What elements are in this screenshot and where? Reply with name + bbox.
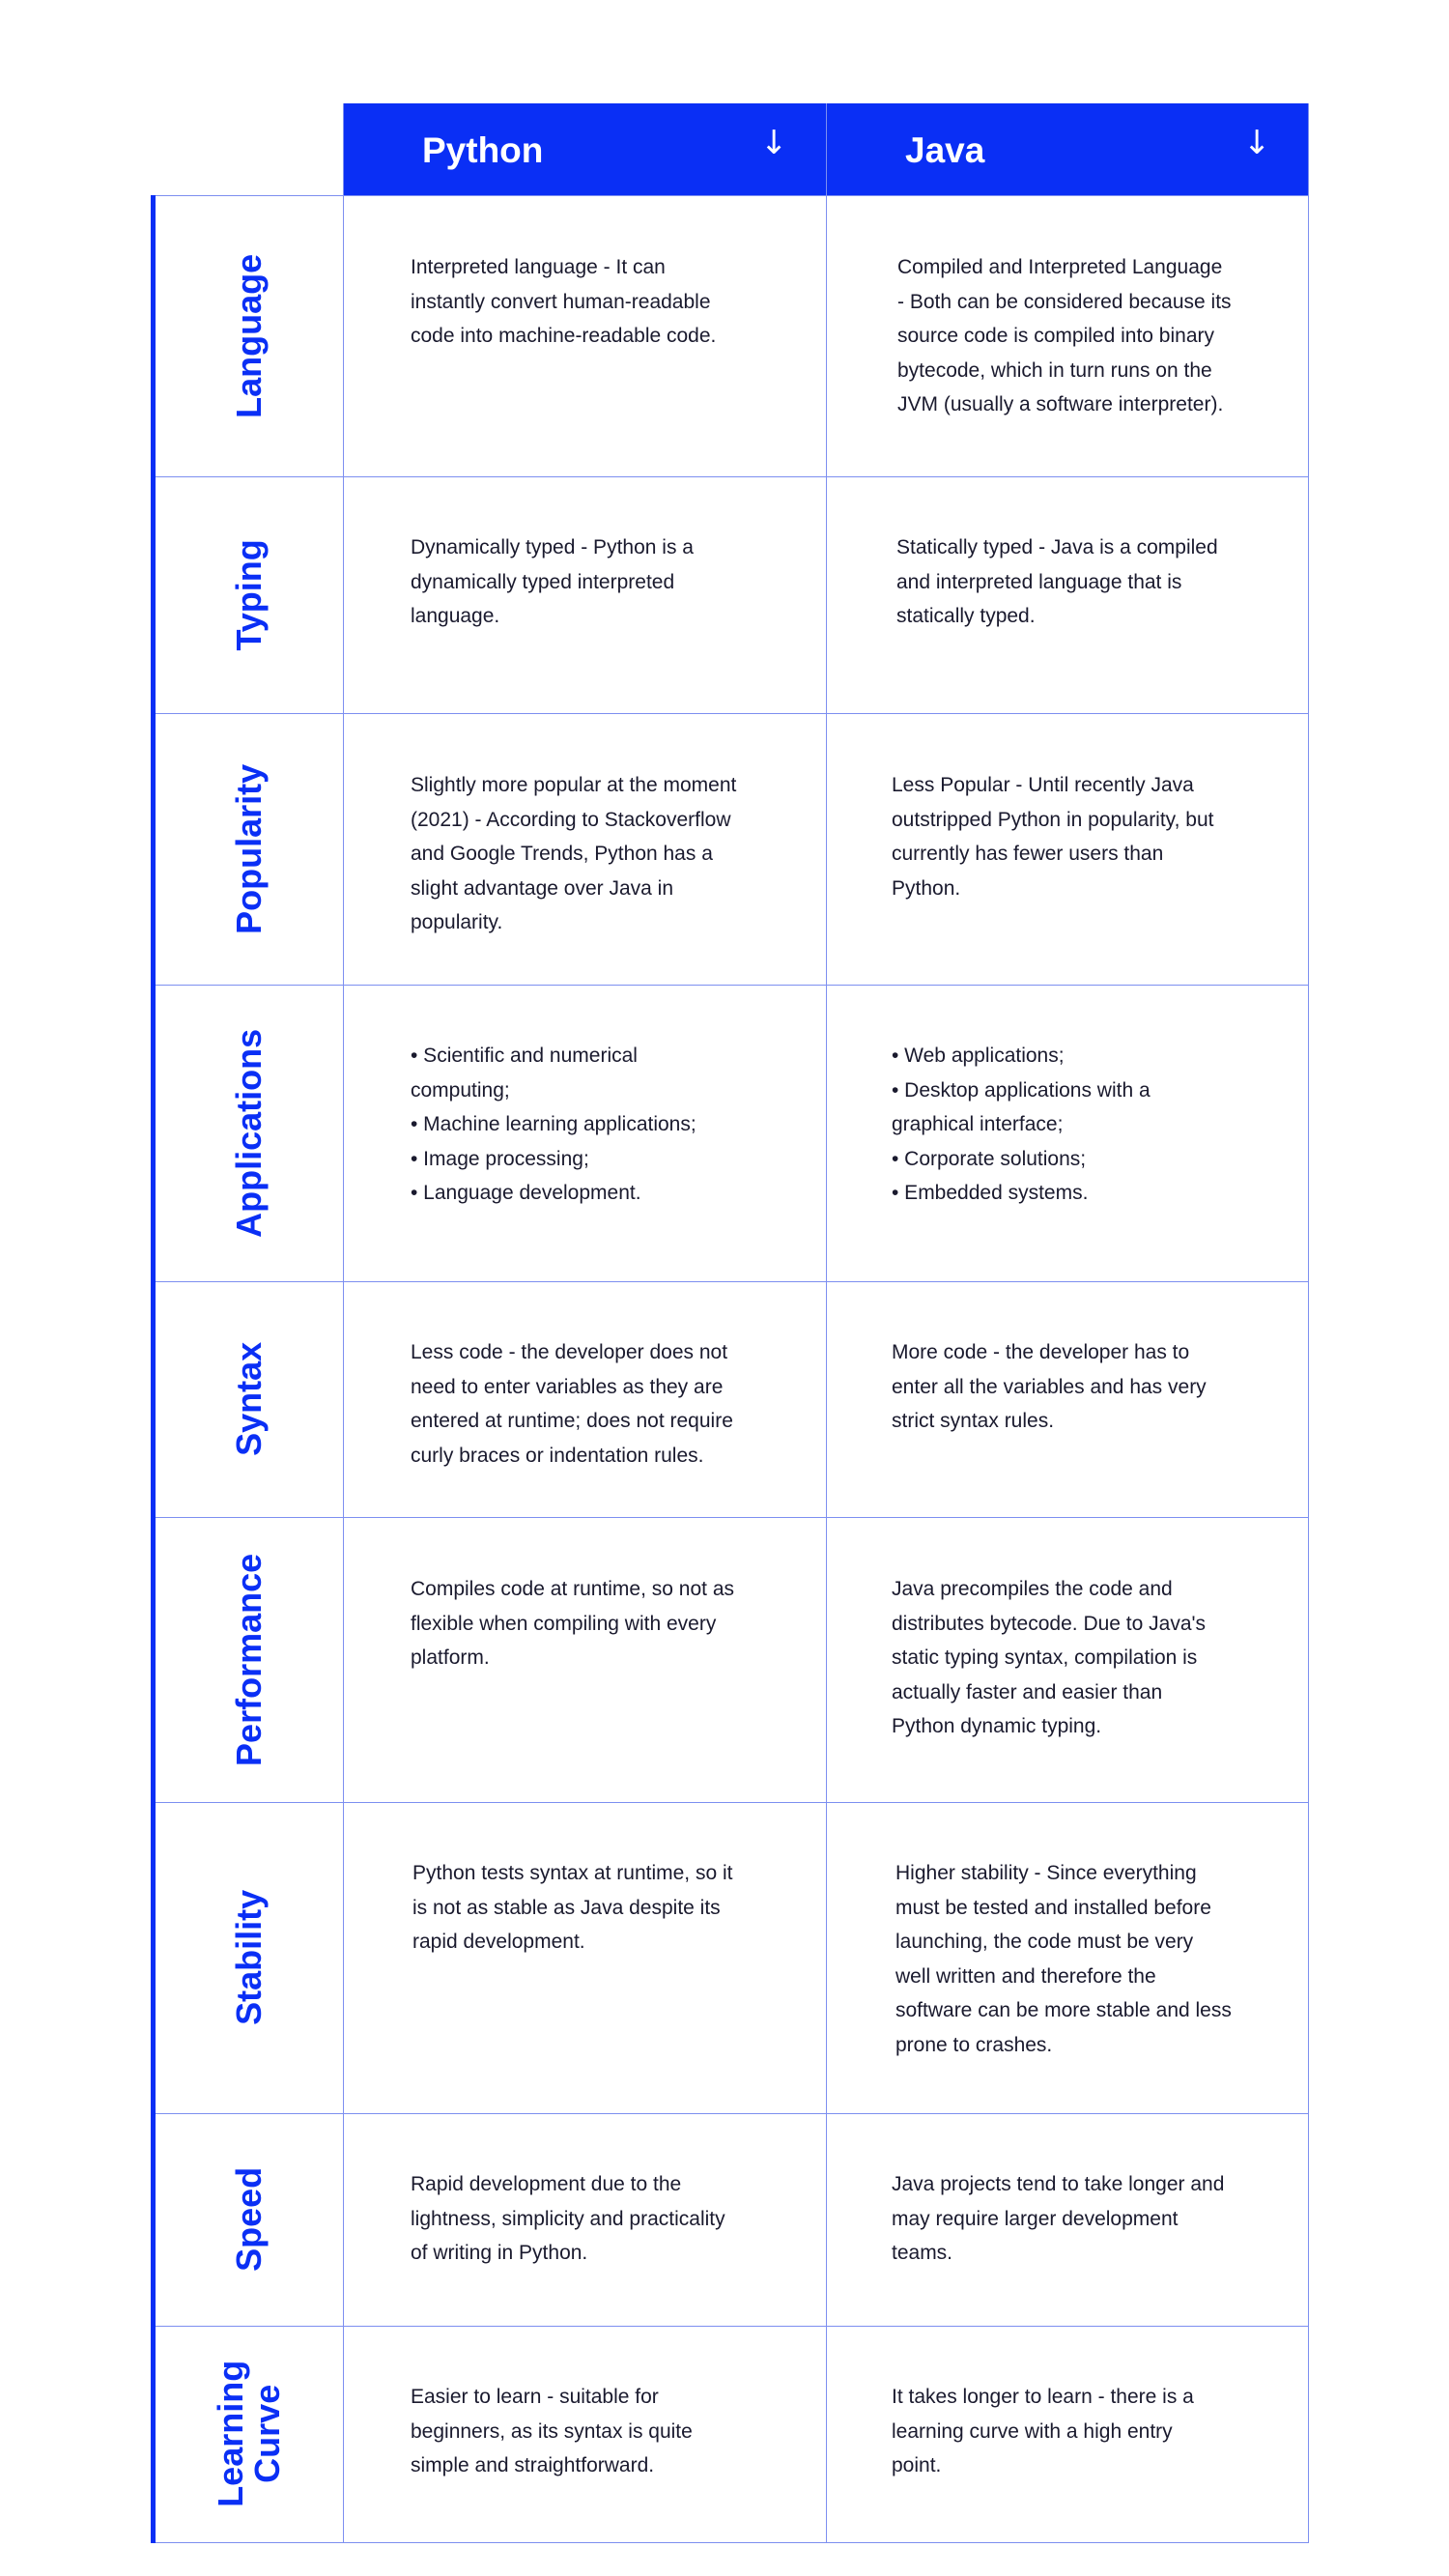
divider (1308, 103, 1309, 2543)
row-label-text: Syntax (229, 1341, 270, 1457)
cell-java-stability: Higher stability - Since everything must be tested and installed before launching, the code must be very well written and therefore the software can be more stable and less prone to crashes. (895, 1862, 1232, 2056)
divider (826, 103, 827, 2543)
row-label-text: Applications (229, 1028, 270, 1238)
arrow-down-icon[interactable]: ↓ (1243, 124, 1271, 162)
row-label-learning-curve (156, 2326, 343, 2542)
column-header-java[interactable] (826, 103, 1308, 195)
row-label-text: Typing (229, 538, 270, 651)
arrow-down-icon[interactable]: ↓ (760, 124, 788, 162)
row-label-text: Speed (229, 2166, 270, 2273)
row-label-language (156, 195, 343, 476)
cell-java-applications: • Web applications; • Desktop applications with a graphical interface; • Corporate solutions; • Embedded systems. (892, 1045, 1151, 1204)
column-header-python[interactable] (343, 103, 826, 195)
cell-java-typing: Statically typed - Java is a compiled and interpreted language that is statically typed. (896, 536, 1218, 627)
row-label-typing (156, 476, 343, 713)
cell-java-popularity: Less Popular - Until recently Java outstripped Python in popularity, but currently has fewer users than Python. (892, 774, 1214, 900)
row-label-performance (156, 1517, 343, 1802)
cell-python-syntax: Less code - the developer does not need to enter variables as they are entered at runtime; does not require curly braces or indentation rules. (411, 1341, 733, 1467)
column-header-label: Java (905, 130, 985, 170)
row-label-text: Language (229, 253, 270, 418)
cell-java-speed: Java projects tend to take longer and may require larger development teams. (892, 2173, 1225, 2264)
column-header-label: Python (422, 130, 544, 170)
cell-python-language: Interpreted language - It can instantly convert human-readable code into machine-readable code. (411, 256, 717, 347)
cell-java-performance: Java precompiles the code and distributes bytecode. Due to Java's static typing syntax, compilation is actually faster and easier than Python dynamic typing. (892, 1578, 1207, 1737)
cell-java-syntax: More code - the developer has to enter all the variables and has very strict syntax rules. (892, 1341, 1207, 1432)
row-label-popularity (156, 713, 343, 985)
cell-java-learning-curve: It takes longer to learn - there is a learning curve with a high entry point. (892, 2386, 1194, 2476)
cell-python-learning-curve: Easier to learn - suitable for beginners, as its syntax is quite simple and straightforward. (411, 2386, 693, 2476)
row-label-stability (156, 1802, 343, 2113)
cell-python-speed: Rapid development due to the lightness, simplicity and practicality of writing in Python. (411, 2173, 725, 2264)
cell-python-performance: Compiles code at runtime, so not as flexible when compiling with every platform. (411, 1578, 734, 1669)
row-label-text: Popularity (229, 763, 270, 934)
cell-python-popularity: Slightly more popular at the moment (2021) - According to Stackoverflow and Google Trends, Python has a slight advantage over Java in popularity. (411, 774, 737, 933)
row-label-applications (156, 985, 343, 1281)
row-label-text: Performance (229, 1553, 270, 1766)
row-label-text: Stability (229, 1889, 270, 2026)
divider (343, 103, 344, 2543)
row-label-syntax (156, 1281, 343, 1517)
divider (156, 2542, 1308, 2543)
row-label-text: Learning Curve (211, 2360, 287, 2508)
cell-java-language: Compiled and Interpreted Language - Both can be considered because its source code is compiled into binary bytecode, which in turn runs on the JVM (usually a software interpreter). (897, 256, 1232, 415)
cell-python-stability: Python tests syntax at runtime, so it is not as stable as Java despite its rapid development. (412, 1862, 733, 1953)
cell-python-applications: • Scientific and numerical computing; • Machine learning applications; • Image processing; • Language development. (411, 1045, 696, 1204)
cell-python-typing: Dynamically typed - Python is a dynamically typed interpreted language. (411, 536, 694, 627)
row-label-speed (156, 2113, 343, 2326)
